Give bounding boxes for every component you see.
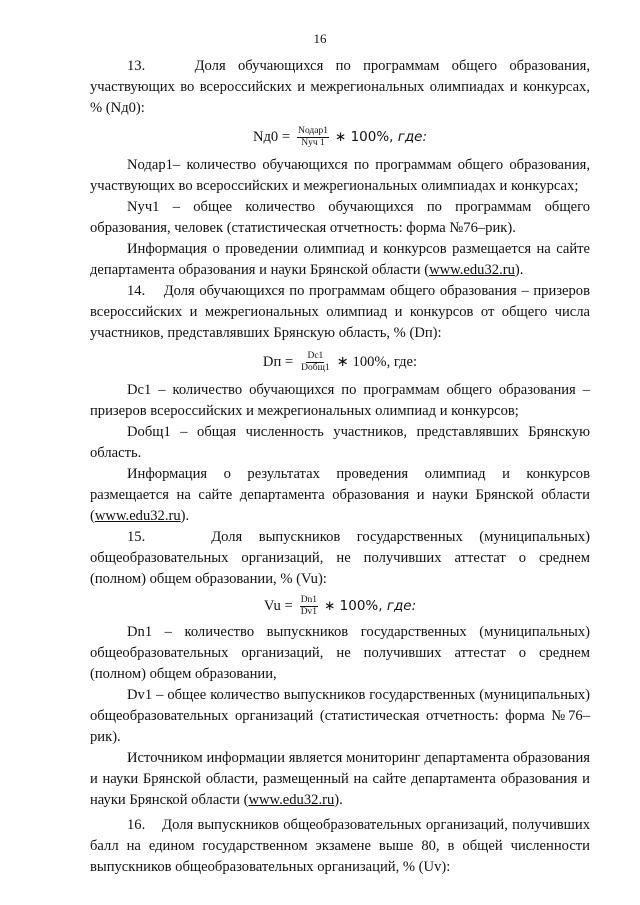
indicator-13-title: 13. Доля обучающихся по программам общего образования, участвующих во всероссийских и межрегиональных олимпиадах и конкурсах, % (Nд0): bbox=[90, 58, 590, 116]
site-link[interactable]: www.edu32.ru bbox=[94, 508, 181, 524]
formula-lhs: Nд0 = bbox=[252, 128, 291, 145]
formula-fraction bbox=[297, 126, 329, 149]
formula-lhs: Vu = bbox=[263, 597, 293, 614]
definition-dobsh1: Dобщ1 – общая численность участников, представлявших Брянскую область. bbox=[90, 424, 590, 461]
formula-rhs-tail: где: bbox=[382, 597, 417, 614]
definition-dc1: Dс1 – количество обучающихся по программам общего образования – призеров всероссийских и межрегиональных олимпиад и конкурсов; bbox=[90, 382, 590, 419]
site-link[interactable]: www.edu32.ru bbox=[429, 262, 515, 278]
formula-rhs-tail: где: bbox=[393, 128, 428, 145]
definition-dn1: Dn1 – количество выпускников государственных (муниципальных) общеобразовательных организаций, не получивших аттестат о среднем (полном) общем образовании, bbox=[90, 624, 590, 682]
info-paragraph bbox=[90, 748, 590, 811]
info-paragraph bbox=[90, 239, 590, 281]
formula-denominator: Nуч 1 bbox=[301, 137, 325, 148]
formula-fraction bbox=[300, 351, 331, 374]
info-text: Информация о результатах проведения олимпиад и конкурсов размещается на сайте департамента образования и науки Брянской области ( bbox=[90, 466, 590, 524]
page-number: 16 bbox=[313, 31, 327, 46]
formula-numerator: Dс1 bbox=[307, 350, 324, 361]
definition-dv1: Dv1 – общее количество выпускников государственных (муниципальных) общеобразовательных организаций (статистическая отчетность: форма №76–рик). bbox=[90, 687, 590, 745]
formula-lhs: Dп = bbox=[262, 353, 294, 370]
definition-nuch1: Nуч1 – общее количество обучающихся по программам общего образования, человек (статистическая отчетность: форма №76–рик). bbox=[90, 199, 590, 236]
formula-denominator: Dv1 bbox=[300, 606, 318, 617]
formula-rhs-main: ∗ 100%, bbox=[334, 128, 394, 145]
info-text-end: ). bbox=[180, 508, 190, 524]
info-text: Источником информации является мониторинг департамента образования и науки Брянской области, размещенный на сайте департамента образования и науки Брянской области ( bbox=[90, 750, 590, 808]
site-link[interactable]: www.edu32.ru bbox=[248, 792, 335, 808]
indicator-14-title: 14. Доля обучающихся по программам общего образования – призеров всероссийских и межрегиональных олимпиад и конкурсов от общего числа участников, представлявших Брянскую область, % (Dп): bbox=[90, 283, 590, 341]
info-text-end: ). bbox=[514, 262, 524, 278]
formula-denominator: Dобщ1 bbox=[301, 362, 330, 373]
info-paragraph bbox=[90, 464, 590, 527]
formula-numerator: Dn1 bbox=[300, 594, 318, 605]
indicator-16-title: 16. Доля выпускников общеобразовательных организаций, получивших балл на едином государственном экзамене выше 80, в общей численности выпускников общеобразовательных организаций, % (Uv): bbox=[90, 817, 590, 875]
definition-nodar1: Nодар1– количество обучающихся по программам общего образования, участвующих во всероссийских и межрегиональных олимпиадах и конкурсах; bbox=[90, 157, 590, 194]
formula-vu bbox=[90, 590, 590, 622]
formula-numerator: Nодар1 bbox=[298, 125, 328, 136]
formula-nd0 bbox=[90, 119, 590, 155]
document-body bbox=[90, 56, 590, 878]
formula-rhs-main: ∗ 100%, bbox=[324, 597, 383, 614]
formula-rhs bbox=[324, 596, 416, 617]
info-text-end: ). bbox=[334, 792, 343, 808]
formula-fraction bbox=[300, 595, 318, 618]
formula-rhs bbox=[335, 127, 427, 148]
formula-dp bbox=[90, 344, 590, 380]
indicator-15-title: 15. Доля выпускников государственных (муниципальных) общеобразовательных организаций, не получивших аттестат о среднем (полном) общем образовании, % (Vu): bbox=[90, 529, 590, 587]
formula-rhs: ∗ 100%, где: bbox=[336, 353, 418, 370]
info-text: Информация о проведении олимпиад и конкурсов размещается на сайте департамента образования и науки Брянской области ( bbox=[90, 241, 590, 278]
